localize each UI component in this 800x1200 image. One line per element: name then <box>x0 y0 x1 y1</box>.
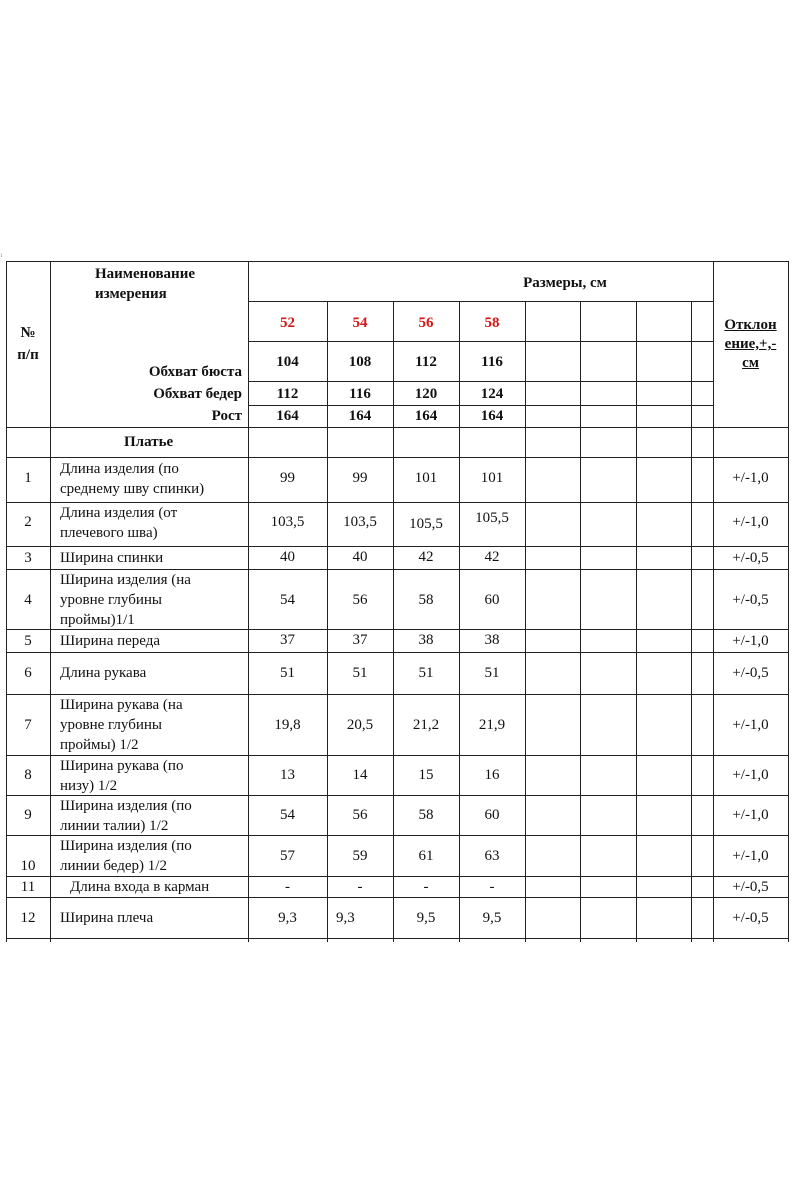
row-10-value-58: 63 <box>484 848 500 864</box>
corner-mark: 1 <box>0 254 3 259</box>
row-5-value-54: 37 <box>352 632 368 648</box>
row-6-value-58: 51 <box>484 665 500 681</box>
row-1-value-52: 99 <box>280 470 295 486</box>
hips-value-56: 120 <box>414 386 438 402</box>
row-9-name: Ширина изделия (по линии талии) 1/2 <box>60 798 192 834</box>
row-11-value-58: - <box>489 879 495 895</box>
row-8-deviation: +/-1,0 <box>732 767 769 783</box>
num-column-header: № п/п <box>17 325 39 363</box>
row-3-name: Ширина спинки <box>60 550 164 566</box>
bust-value-52: 104 <box>276 354 299 370</box>
row-11-name: Длина входа в карман <box>70 879 210 895</box>
row-4-deviation: +/-0,5 <box>732 592 769 608</box>
row-7-value-54: 20,5 <box>346 717 374 733</box>
row-9-deviation: +/-1,0 <box>732 807 769 823</box>
row-6-name: Длина рукава <box>60 665 147 681</box>
row-11-value-54: - <box>357 879 363 895</box>
row-1-value-54: 99 <box>352 470 368 486</box>
row-12-value-52: 9,3 <box>278 910 297 926</box>
height-value-56: 164 <box>414 408 438 424</box>
row-6-deviation: +/-0,5 <box>732 665 769 681</box>
hips-value-52: 112 <box>276 386 299 402</box>
row-2-value-56: 105,5 <box>409 516 443 532</box>
row-7-value-58: 21,9 <box>478 717 506 733</box>
row-4-value-54: 56 <box>352 592 368 608</box>
size-54: 54 <box>352 315 368 331</box>
size-52: 52 <box>280 315 295 331</box>
row-2-value-54: 103,5 <box>343 514 377 530</box>
row-5-num: 5 <box>24 633 32 649</box>
row-10-value-54: 59 <box>352 848 368 864</box>
row-12-deviation: +/-0,5 <box>732 910 769 926</box>
row-12-value-56: 9,5 <box>416 910 436 926</box>
section-title: Платье <box>124 434 174 450</box>
height-value-54: 164 <box>348 408 372 424</box>
row-12-value-58: 9,5 <box>482 910 502 926</box>
row-7-num: 7 <box>24 717 32 733</box>
row-11-num: 11 <box>20 879 36 895</box>
row-5-value-56: 38 <box>418 632 434 648</box>
row-10-value-52: 57 <box>280 848 295 864</box>
row-3-deviation: +/-0,5 <box>732 550 769 566</box>
row-10-name: Ширина изделия (по линии бедер) 1/2 <box>60 838 192 874</box>
row-2-num: 2 <box>24 514 32 530</box>
bust-value-58: 116 <box>481 354 503 370</box>
height-label: Рост <box>211 408 242 424</box>
row-8-value-52: 13 <box>280 767 295 783</box>
row-8-value-54: 14 <box>352 767 368 783</box>
row-7-value-56: 21,2 <box>412 717 440 733</box>
measurement-name-header: Наименование измерения <box>95 266 195 302</box>
row-6-value-52: 51 <box>280 665 295 681</box>
row-4-value-58: 60 <box>484 592 500 608</box>
bust-label: Обхват бюста <box>148 364 242 380</box>
row-3-num: 3 <box>24 550 32 566</box>
row-3-value-58: 42 <box>484 549 500 565</box>
row-11-deviation: +/-0,5 <box>732 879 769 895</box>
row-4-value-52: 54 <box>280 592 295 608</box>
sizes-header: Размеры, см <box>523 275 607 291</box>
hips-label: Обхват бедер <box>153 386 242 402</box>
row-5-name: Ширина переда <box>60 633 161 649</box>
row-4-name: Ширина изделия (на уровне глубины проймы)1/1 <box>60 572 191 628</box>
row-2-deviation: +/-1,0 <box>732 514 769 530</box>
height-value-52: 164 <box>276 408 299 424</box>
row-1-name: Длина изделия (по среднему шву спинки) <box>60 461 205 497</box>
row-2-name: Длина изделия (от плечевого шва) <box>60 505 178 541</box>
row-9-value-52: 54 <box>280 807 295 823</box>
row-12-name: Ширина плеча <box>60 910 154 926</box>
size-56: 56 <box>418 315 434 331</box>
row-6-num: 6 <box>24 665 32 681</box>
row-2-value-58: 105,5 <box>475 510 509 526</box>
row-8-num: 8 <box>24 767 32 783</box>
row-8-value-56: 15 <box>418 767 434 783</box>
row-12-num: 12 <box>20 910 36 926</box>
row-7-deviation: +/-1,0 <box>732 717 769 733</box>
bust-value-54: 108 <box>348 354 372 370</box>
row-6-value-54: 51 <box>352 665 368 681</box>
row-5-deviation: +/-1,0 <box>732 633 769 649</box>
row-5-value-52: 37 <box>280 632 295 648</box>
row-3-value-54: 40 <box>352 549 368 565</box>
row-7-name: Ширина рукава (на уровне глубины проймы) 1/2 <box>60 697 183 753</box>
row-9-num: 9 <box>24 807 32 823</box>
row-8-name: Ширина рукава (по низу) 1/2 <box>60 758 184 794</box>
row-9-value-58: 60 <box>484 807 500 823</box>
row-5-value-58: 38 <box>484 632 500 648</box>
deviation-header: Отклон ение,+,- см <box>724 317 777 371</box>
row-6-value-56: 51 <box>418 665 434 681</box>
hips-value-58: 124 <box>480 386 504 402</box>
row-4-value-56: 58 <box>418 592 434 608</box>
hips-value-54: 116 <box>349 386 371 402</box>
row-2-value-52: 103,5 <box>270 514 305 530</box>
row-11-value-56: - <box>423 879 429 895</box>
row-7-value-52: 19,8 <box>274 717 301 733</box>
row-10-value-56: 61 <box>418 848 434 864</box>
row-12-value-54: 9,3 <box>336 910 355 926</box>
size-58: 58 <box>484 315 500 331</box>
row-1-value-58: 101 <box>480 470 504 486</box>
row-9-value-56: 58 <box>418 807 434 823</box>
row-10-deviation: +/-1,0 <box>732 848 769 864</box>
bust-value-56: 112 <box>415 354 437 370</box>
row-10-num: 10 <box>20 858 36 874</box>
row-8-value-58: 16 <box>484 767 500 783</box>
row-3-value-56: 42 <box>418 549 434 565</box>
row-9-value-54: 56 <box>352 807 368 823</box>
row-4-num: 4 <box>24 592 32 608</box>
row-11-value-52: - <box>285 879 290 895</box>
row-1-deviation: +/-1,0 <box>732 470 769 486</box>
row-1-num: 1 <box>24 470 32 486</box>
row-3-value-52: 40 <box>280 549 295 565</box>
height-value-58: 164 <box>480 408 504 424</box>
row-1-value-56: 101 <box>414 470 438 486</box>
